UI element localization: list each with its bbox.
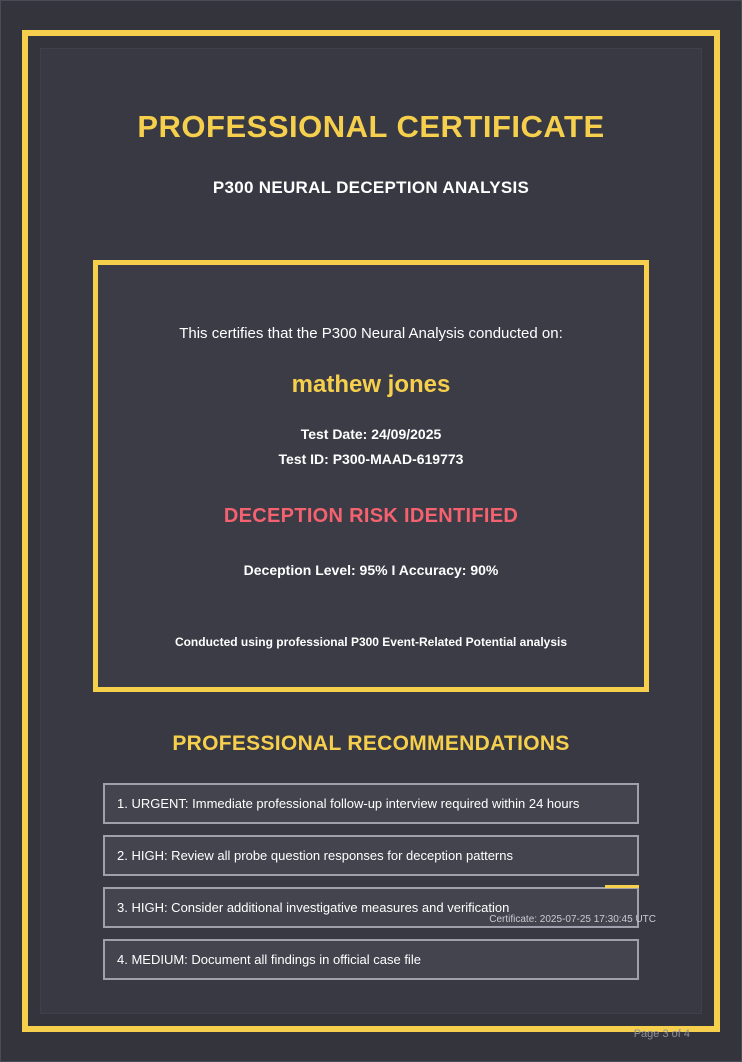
certifies-text: This certifies that the P300 Neural Analysis conducted on: <box>179 325 563 342</box>
certificate-body <box>40 48 702 1014</box>
subject-name: mathew jones <box>291 371 451 398</box>
page-title: PROFESSIONAL CERTIFICATE <box>137 109 605 144</box>
gold-accent-mark <box>605 885 639 888</box>
certificate-content <box>41 49 701 1013</box>
deception-levels: Deception Level: 95% I Accuracy: 90% <box>243 562 499 578</box>
method-note: Conducted using professional P300 Event-Related Potential analysis <box>174 635 568 649</box>
list-item: 1. URGENT: Immediate professional follow-up interview required within 24 hours <box>103 783 639 824</box>
list-item: 4. MEDIUM: Document all findings in official case file <box>103 939 639 980</box>
status-badge: DECEPTION RISK IDENTIFIED <box>223 505 519 527</box>
page-subtitle: P300 NEURAL DECEPTION ANALYSIS <box>212 178 530 197</box>
certificate-detail-box <box>93 260 649 692</box>
list-item: 2. HIGH: Review all probe question responses for deception patterns <box>103 835 639 876</box>
test-date: Test Date: 24/09/2025 <box>300 426 442 442</box>
certificate-stamp: Certificate: 2025-07-25 17:30:45 UTC <box>489 914 656 925</box>
page-number: Page 3 of 4 <box>633 1028 690 1040</box>
recommendations-list <box>103 783 639 980</box>
gold-outer-frame <box>22 30 720 1032</box>
list-item-label: 3. HIGH: Consider additional investigative measures and verification <box>117 900 510 915</box>
test-id: Test ID: P300-MAAD-619773 <box>278 451 464 467</box>
recommendations-title: PROFESSIONAL RECOMMENDATIONS <box>172 732 570 755</box>
